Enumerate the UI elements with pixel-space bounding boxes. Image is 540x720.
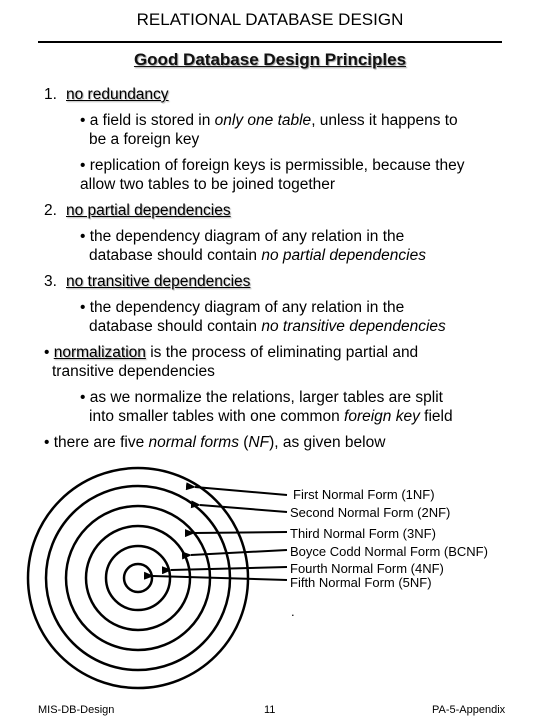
item-2-bullet-line-1: • the dependency diagram of any relation in the [80,228,405,245]
stray-dot: . [291,604,295,619]
item-1-bullet-2-line-2: allow two tables to be joined together [80,176,336,193]
item-2-number: 2. [44,202,57,219]
footer-right: PA-5-Appendix [432,704,506,716]
normalization-sub-line-2: into smaller tables with one common foreign key field [89,408,453,425]
item-1-bullet-1-line-1: • a field is stored in only one table, unless it happens to [80,112,458,129]
item-3-heading: no transitive dependencies [66,273,251,290]
form-label-bcnf: Boyce Codd Normal Form (BCNF) [290,544,488,559]
item-1-number: 1. [44,86,57,103]
ring-5nf [124,564,152,592]
item-3-bullet-line-2: database should contain no transitive dependencies [89,318,446,335]
footer-page-number: 11 [264,704,276,716]
normalization-line-1: • normalization is the process of eliminating partial and [44,344,419,361]
form-label-1nf: First Normal Form (1NF) [293,487,435,502]
arrow-2nf [200,505,287,512]
form-label-3nf: Third Normal Form (3NF) [290,526,436,541]
normalization-line-2: transitive dependencies [52,363,215,380]
item-2-bullet-line-2: database should contain no partial dependencies [89,247,426,264]
normalization-term: normalization [53,344,146,361]
form-label-5nf: Fifth Normal Form (5NF) [290,575,432,590]
page-subtitle: Good Database Design Principles [133,50,407,69]
item-1-bullet-1-line-2: be a foreign key [89,131,200,148]
normal-forms-intro: • there are five normal forms (NF), as given below [44,434,386,451]
item-1-bullet-2-line-1: • replication of foreign keys is permissible, because they [80,157,465,174]
page-header-title: RELATIONAL DATABASE DESIGN [136,10,404,29]
form-label-4nf: Fourth Normal Form (4NF) [290,561,444,576]
normalization-sub-line-1: • as we normalize the relations, larger tables are split [80,389,443,406]
footer-left: MIS-DB-Design [38,704,115,716]
ring-4nf [106,546,170,610]
item-3-number: 3. [44,273,57,290]
item-2-heading: no partial dependencies [66,202,231,219]
ring-bcnf [86,526,190,630]
arrow-3nf [194,532,287,533]
item-3-bullet-line-1: • the dependency diagram of any relation in the [80,299,405,316]
arrow-5nf [153,576,287,580]
form-label-2nf: Second Normal Form (2NF) [290,505,451,520]
item-1-heading: no redundancy [66,86,169,103]
